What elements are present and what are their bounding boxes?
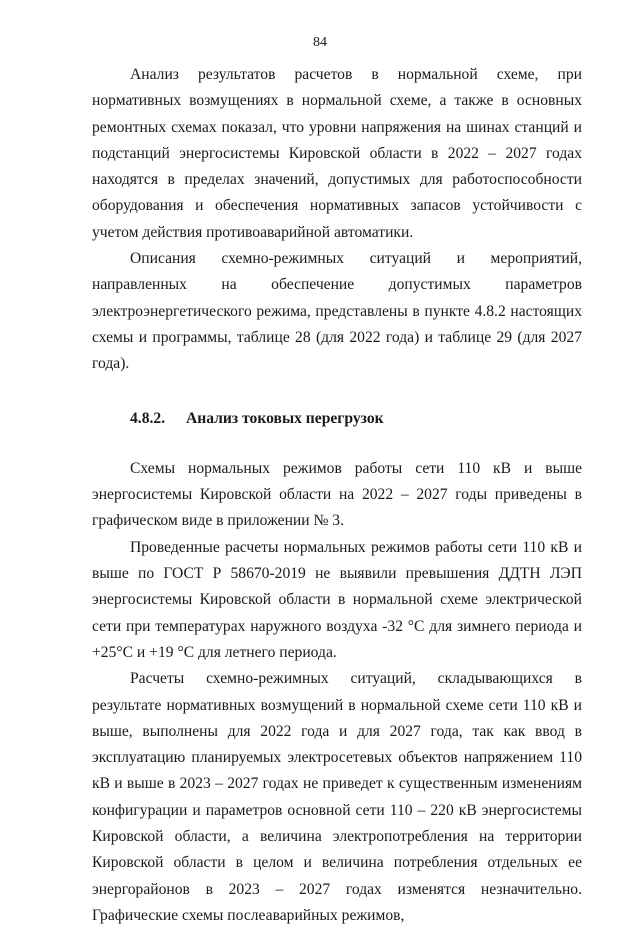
paragraph-situation-descriptions: Описания схемно-режимных ситуаций и мероприятий, направленных на обеспечение допустимых параметров электроэнергетического режима, представлены в пункте 4.8.2 настоящих схемы и программы, таблице 28 (для 2022 года) и таблице 29 (для 2027 года). — [92, 250, 582, 373]
section-title: Анализ токовых перегрузок — [186, 409, 384, 427]
section-number: 4.8.2. — [130, 409, 166, 427]
document-body — [92, 62, 582, 929]
section-heading — [92, 406, 582, 432]
paragraph-gost-calculations: Проведенные расчеты нормальных режимов работы сети 110 кВ и выше по ГОСТ Р 58670-2019 не выявили превышения ДДТН ЛЭП энергосистемы Кировской области в нормальной схеме электрической сети при температурах наружного воздуха -32 °С для зимнего периода и +25°С и +19 °С для летнего периода. — [92, 538, 582, 661]
page-number: 84 — [313, 35, 327, 50]
paragraph-normal-mode-schemes: Схемы нормальных режимов работы сети 110 кВ и выше энергосистемы Кировской области на 2022 – 2027 годы приведены в графическом виде в приложении № 3. — [92, 459, 582, 530]
paragraph-disturbance-calculations: Расчеты схемно-режимных ситуаций, складывающихся в результате нормативных возмущений в нормальной схеме сети 110 кВ и выше, выполнены для 2022 года и для 2027 года, так как ввод в эксплуатацию планируемых электросетевых объектов напряжением 110 кВ и выше в 2023 – 2027 годах не приведет к существенным изменениям конфигурации и параметров основной сети 110 – 220 кВ энергосистемы Кировской области, а величина электропотребления на территории Кировской области в целом и величина потребления отдельных ее энергорайонов в 2023 – 2027 годах изменятся незначительно. Графические схемы послеаварийных режимов, — [92, 670, 582, 924]
paragraph-voltage-analysis: Анализ результатов расчетов в нормальной схеме, при нормативных возмущениях в нормальной схеме, а также в основных ремонтных схемах показал, что уровни напряжения на шинах станций и подстанций энергосистемы Кировской области в 2022 – 2027 годах находятся в пределах значений, допустимых для работоспособности оборудования и обеспечения нормативных запасов устойчивости с учетом действия противоаварийной автоматики. — [92, 66, 582, 241]
